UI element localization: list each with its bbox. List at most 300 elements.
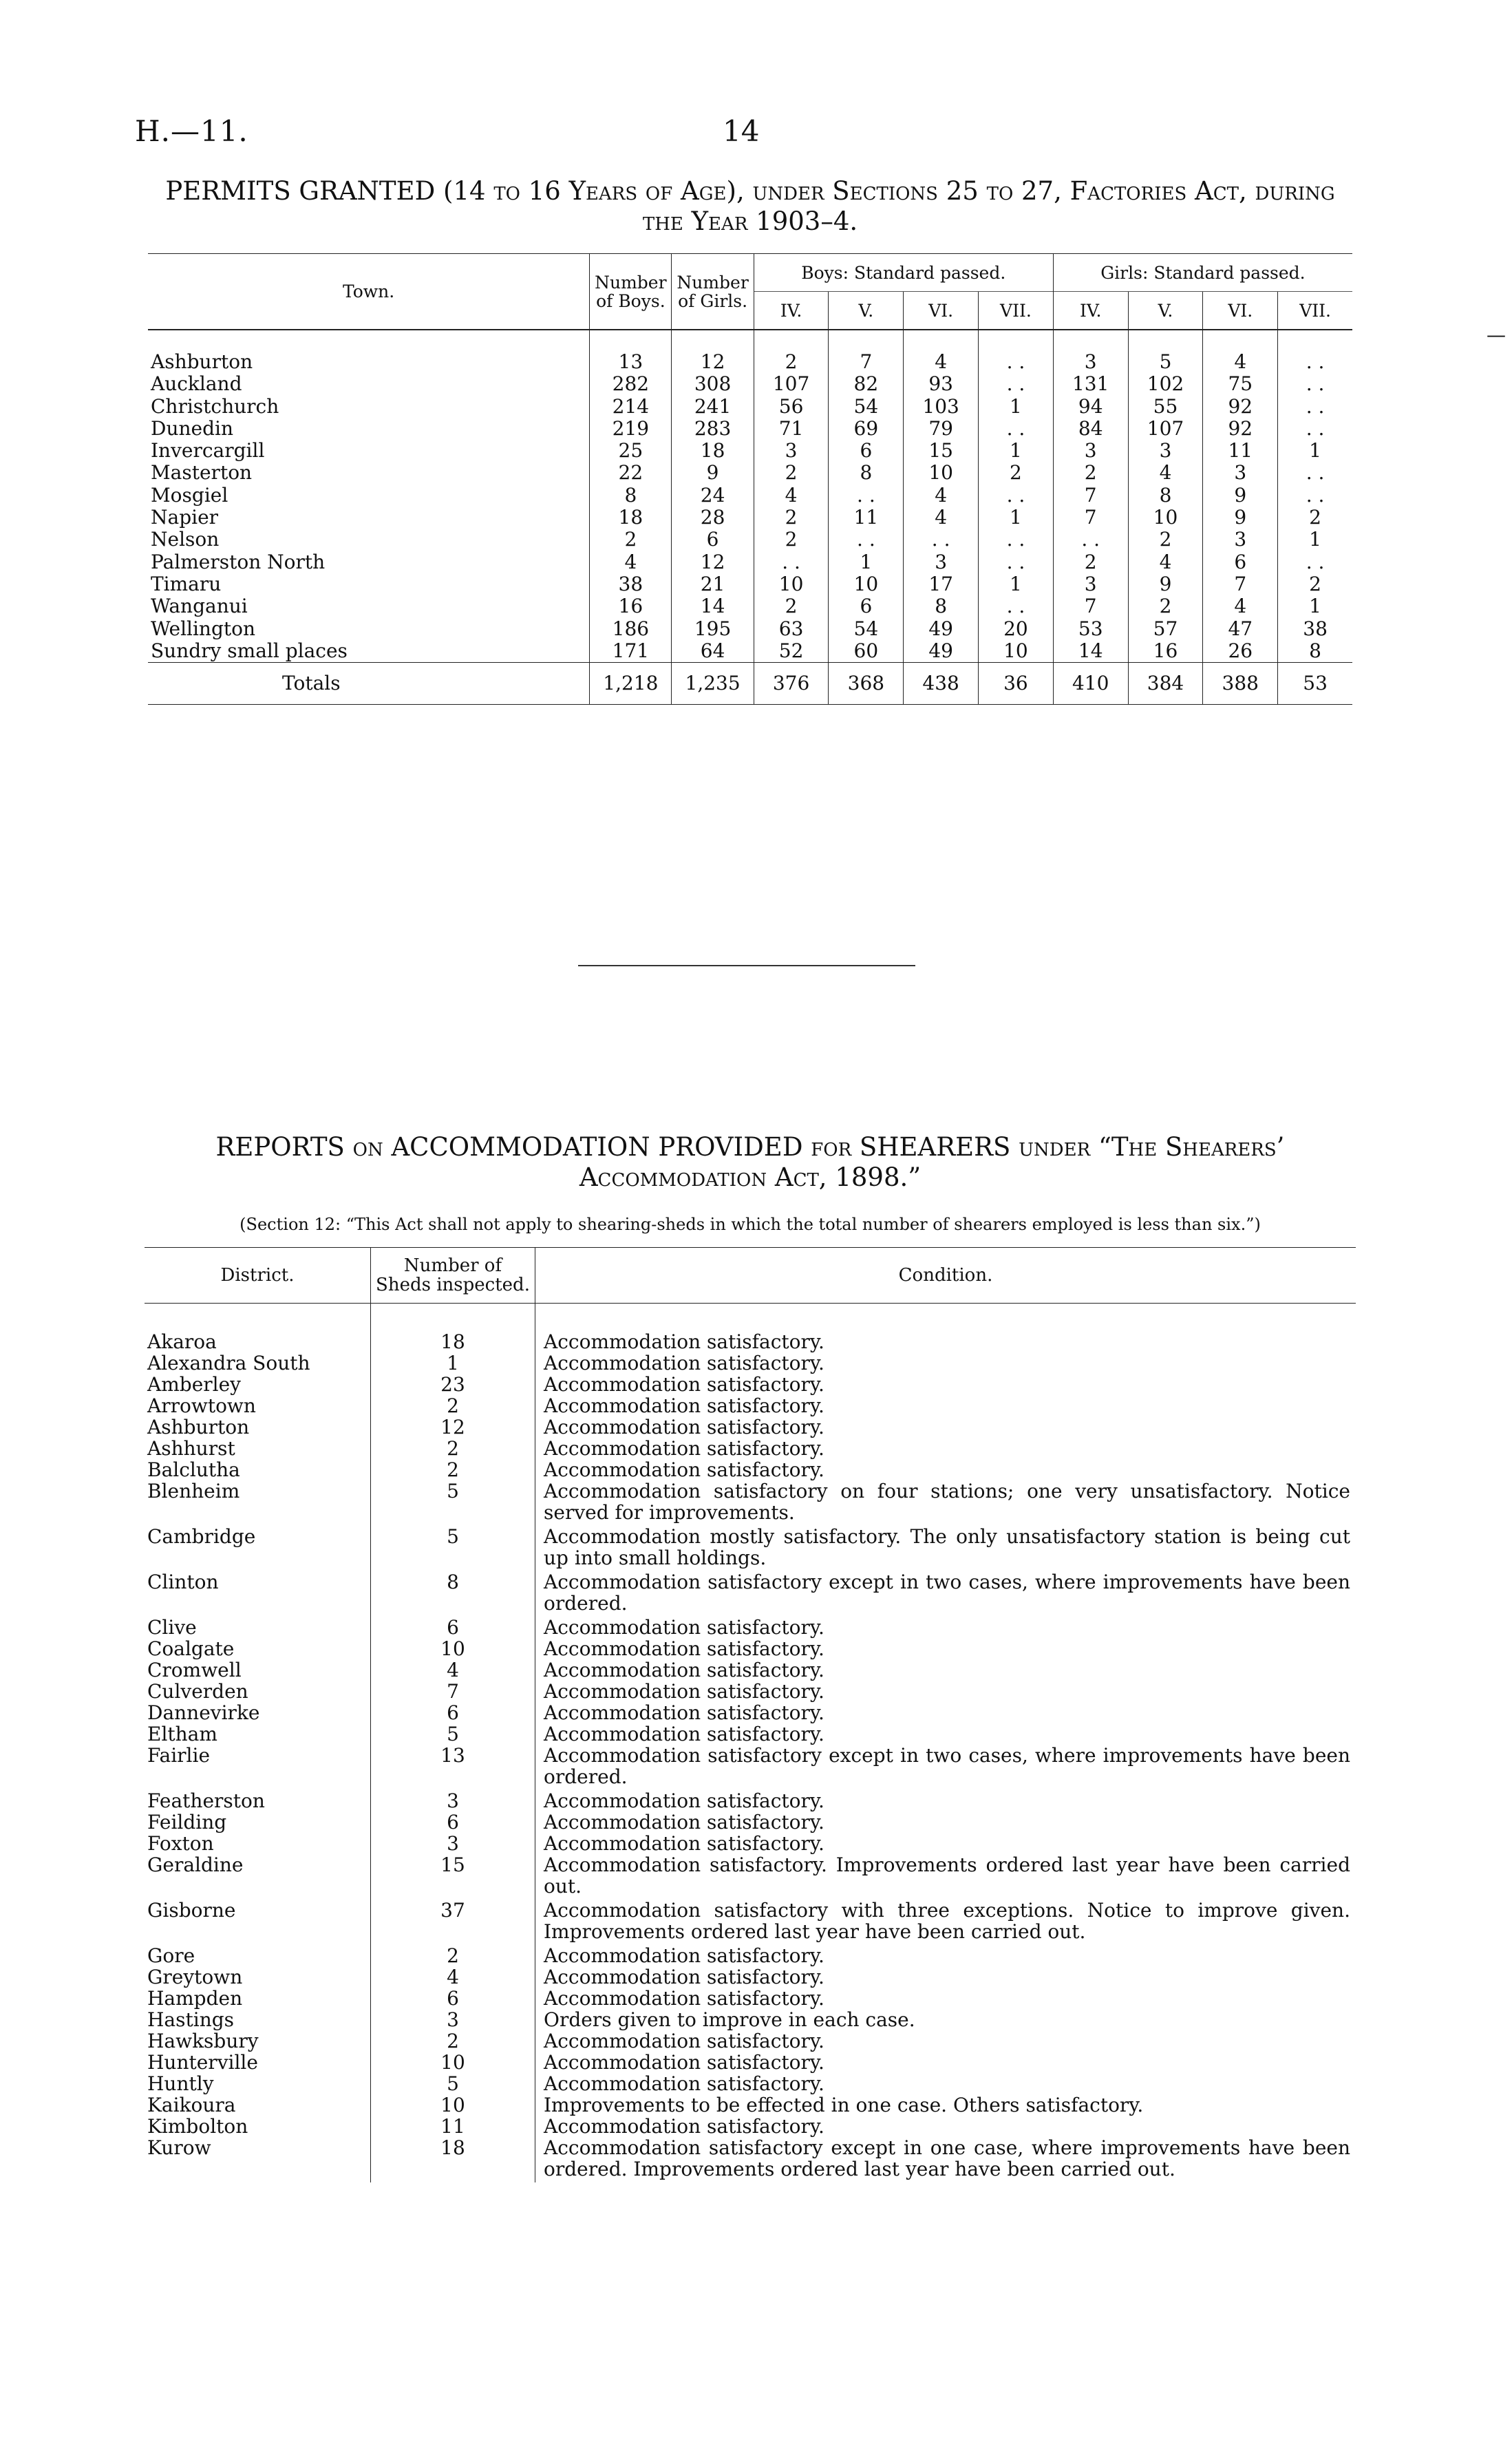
girls-count: 241: [672, 396, 754, 418]
girls-standard-count: 84: [1053, 418, 1128, 440]
sheds-count: 18: [371, 1304, 535, 1353]
boys-standard-count: 52: [754, 640, 829, 663]
boys-standard-count: 1: [979, 396, 1054, 418]
table-row: [148, 418, 1352, 440]
table-row: [145, 1416, 1356, 1438]
table-row: [145, 1480, 1356, 1526]
condition-text: Accommodation satisfactory.: [544, 1811, 824, 1834]
boys-standard-count: 1: [979, 573, 1054, 595]
district-name: Amberley: [147, 1373, 241, 1396]
condition-text: Accommodation satisfactory.: [544, 1832, 824, 1855]
condition-text: Accommodation satisfactory.: [544, 1966, 824, 1988]
col-boys-standard: Boys: Standard passed.: [754, 254, 1053, 292]
table-row: [145, 1681, 1356, 1702]
sheds-count: 3: [371, 2009, 535, 2030]
shearers-title: REPORTS on ACCOMMODATION PROVIDED for SHEARERS under “The Shearers’ Accommodation Act, 1898.”: [215, 1132, 1285, 1192]
boys-count: 4: [590, 551, 672, 573]
sheds-count: 2: [371, 1395, 535, 1416]
condition-text: Accommodation satisfactory.: [544, 1723, 824, 1745]
condition-text: Accommodation satisfactory.: [544, 1789, 824, 1812]
town: Dunedin: [151, 416, 233, 440]
boys-count: 2: [590, 529, 672, 551]
girls-count: 1,235: [672, 663, 754, 705]
table-row: [148, 330, 1352, 373]
col-standard: V.: [829, 292, 904, 330]
town: Nelson: [151, 528, 220, 551]
sheds-count: 7: [371, 1681, 535, 1702]
boys-standard-count: 10: [829, 573, 904, 595]
table-row: [145, 1374, 1356, 1395]
margin-mark: —: [1487, 323, 1506, 346]
girls-standard-count: 4: [1128, 551, 1203, 573]
town: Christchurch: [151, 394, 279, 418]
girls-count: 12: [672, 330, 754, 373]
boys-standard-count: . .: [979, 485, 1054, 507]
boys-standard-count: 79: [904, 418, 979, 440]
girls-standard-count: 1: [1278, 595, 1352, 617]
col-standard: VI.: [904, 292, 979, 330]
girls-count: 9: [672, 462, 754, 484]
girls-count: 24: [672, 485, 754, 507]
girls-standard-count: 38: [1278, 618, 1352, 640]
girls-standard-count: . .: [1053, 529, 1128, 551]
sheds-count: 10: [371, 1638, 535, 1659]
girls-standard-count: 5: [1128, 330, 1203, 373]
condition-text: Accommodation mostly satisfactory. The only unsatisfactory station is being cut up into small holdings.: [544, 1525, 1350, 1569]
boys-standard-count: . .: [979, 418, 1054, 440]
girls-standard-count: . .: [1278, 418, 1352, 440]
town: Wanganui: [151, 595, 248, 618]
sheds-count: 4: [371, 1966, 535, 1988]
boys-standard-count: 82: [829, 373, 904, 395]
table-row: [145, 1723, 1356, 1745]
girls-standard-count: 2: [1278, 573, 1352, 595]
girls-standard-count: 8: [1128, 485, 1203, 507]
district-name: Ashhurst: [147, 1437, 235, 1460]
sheds-count: 2: [371, 2030, 535, 2052]
table-row: [145, 1638, 1356, 1659]
col-standard: VII.: [1278, 292, 1352, 330]
girls-standard-count: 47: [1203, 618, 1278, 640]
girls-standard-count: 7: [1053, 507, 1128, 529]
condition-text: Accommodation satisfactory. Improvements ordered last year have been carried out.: [544, 1853, 1350, 1898]
sheds-count: 15: [371, 1854, 535, 1900]
table-row: [145, 2009, 1356, 2030]
district-name: Cromwell: [147, 1659, 242, 1681]
table-row: [145, 1659, 1356, 1681]
table-row: [145, 2116, 1356, 2137]
girls-standard-count: 1: [1278, 529, 1352, 551]
town: Sundry small places: [151, 639, 348, 662]
col-standard: IV.: [754, 292, 829, 330]
town: Ashburton: [151, 350, 253, 373]
sheds-count: 2: [371, 1945, 535, 1966]
col-standard: VII.: [979, 292, 1054, 330]
girls-standard-count: 8: [1278, 640, 1352, 663]
table-row: [145, 2094, 1356, 2116]
town: Wellington: [151, 617, 256, 640]
girls-count: 28: [672, 507, 754, 529]
district-name: Kaikoura: [147, 2094, 236, 2116]
district-name: Clinton: [147, 1571, 219, 1593]
district-name: Balclutha: [147, 1458, 240, 1481]
sheds-count: 5: [371, 1723, 535, 1745]
boys-count: 38: [590, 573, 672, 595]
girls-standard-count: 3: [1203, 462, 1278, 484]
boys-standard-count: 60: [829, 640, 904, 663]
district-name: Clive: [147, 1616, 197, 1639]
condition-text: Accommodation satisfactory.: [544, 1416, 824, 1438]
table-row: [148, 507, 1352, 529]
boys-standard-count: 11: [829, 507, 904, 529]
girls-standard-count: 6: [1203, 551, 1278, 573]
col-standard: V.: [1128, 292, 1203, 330]
table-row: [145, 2073, 1356, 2094]
girls-standard-count: 2: [1053, 551, 1128, 573]
sheds-count: 6: [371, 1702, 535, 1723]
boys-standard-count: 6: [829, 440, 904, 462]
boys-standard-count: 63: [754, 618, 829, 640]
condition-text: Accommodation satisfactory.: [544, 1680, 824, 1703]
table-row: [145, 1459, 1356, 1480]
condition-text: Accommodation satisfactory.: [544, 1330, 824, 1353]
sheds-count: 18: [371, 2137, 535, 2182]
girls-standard-count: 107: [1128, 418, 1203, 440]
girls-standard-count: 2: [1053, 462, 1128, 484]
boys-count: 25: [590, 440, 672, 462]
table-row: [145, 1945, 1356, 1966]
table-row: [148, 573, 1352, 595]
condition-text: Improvements to be effected in one case. Others satisfactory.: [544, 2094, 1144, 2116]
sheds-count: 10: [371, 2094, 535, 2116]
town: Timaru: [151, 572, 222, 595]
section-divider: [578, 965, 915, 966]
boys-standard-count: 1: [829, 551, 904, 573]
table-row: [145, 1833, 1356, 1854]
boys-standard-count: 1: [979, 440, 1054, 462]
boys-count: 1,218: [590, 663, 672, 705]
boys-standard-count: 10: [754, 573, 829, 595]
col-sheds: Number of Sheds inspected.: [371, 1248, 535, 1304]
sheds-count: 1: [371, 1352, 535, 1374]
girls-standard-count: 102: [1128, 373, 1203, 395]
sheds-count: 5: [371, 1526, 535, 1571]
table-row: [148, 485, 1352, 507]
district-name: Greytown: [147, 1966, 243, 1988]
boys-standard-count: 7: [829, 330, 904, 373]
boys-standard-count: . .: [829, 485, 904, 507]
condition-text: Accommodation satisfactory except in two cases, where improvements have been ordered.: [544, 1744, 1350, 1788]
girls-standard-count: . .: [1278, 485, 1352, 507]
girls-standard-count: 57: [1128, 618, 1203, 640]
boys-count: 186: [590, 618, 672, 640]
boys-standard-count: 8: [829, 462, 904, 484]
condition-text: Accommodation satisfactory.: [544, 1394, 824, 1417]
boys-standard-count: 4: [904, 507, 979, 529]
district-name: Gore: [147, 1944, 195, 1967]
condition-text: Accommodation satisfactory.: [544, 1373, 824, 1396]
district-name: Featherston: [147, 1789, 265, 1812]
boys-standard-count: 103: [904, 396, 979, 418]
document-reference: H.—11.: [135, 114, 248, 148]
girls-standard-count: 384: [1128, 663, 1203, 705]
boys-standard-count: 368: [829, 663, 904, 705]
boys-standard-count: . .: [829, 529, 904, 551]
table-row: [145, 1438, 1356, 1459]
girls-standard-count: 53: [1278, 663, 1352, 705]
boys-count: 22: [590, 462, 672, 484]
district-name: Gisborne: [147, 1899, 236, 1922]
col-district: District.: [145, 1248, 371, 1304]
condition-text: Orders given to improve in each case.: [544, 2008, 915, 2031]
girls-standard-count: 9: [1128, 573, 1203, 595]
boys-standard-count: 49: [904, 618, 979, 640]
table-row: [145, 1966, 1356, 1988]
sheds-count: 3: [371, 1790, 535, 1811]
condition-text: Accommodation satisfactory.: [544, 1987, 824, 2010]
girls-standard-count: 2: [1278, 507, 1352, 529]
condition-text: Accommodation satisfactory on four stations; one very unsatisfactory. Notice served for improvements.: [544, 1480, 1350, 1524]
girls-standard-count: 75: [1203, 373, 1278, 395]
boys-standard-count: 4: [754, 485, 829, 507]
girls-count: 6: [672, 529, 754, 551]
boys-standard-count: 107: [754, 373, 829, 395]
sheds-count: 23: [371, 1374, 535, 1395]
district-name: Dannevirke: [147, 1701, 260, 1724]
condition-text: Accommodation satisfactory except in one case, where improvements have been ordered. Improvements ordered last year have been carried out.: [544, 2136, 1350, 2180]
district-name: Hawksbury: [147, 2030, 259, 2052]
sheds-count: 6: [371, 1988, 535, 2009]
condition-text: Accommodation satisfactory.: [544, 1659, 824, 1681]
table-row: [145, 1526, 1356, 1571]
district-name: Akaroa: [147, 1330, 217, 1353]
sheds-count: 10: [371, 2052, 535, 2073]
condition-text: Accommodation satisfactory.: [544, 1352, 824, 1374]
table-row: [148, 640, 1352, 663]
condition-text: Accommodation satisfactory.: [544, 2072, 824, 2095]
col-town: Town.: [148, 254, 590, 330]
girls-standard-count: 14: [1053, 640, 1128, 663]
district-name: Feilding: [147, 1811, 227, 1834]
boys-count: 13: [590, 330, 672, 373]
sheds-count: 2: [371, 1459, 535, 1480]
table-row: [145, 1988, 1356, 2009]
town: Napier: [151, 506, 219, 529]
district-name: Eltham: [147, 1723, 217, 1745]
table-row: [145, 1395, 1356, 1416]
boys-standard-count: . .: [979, 551, 1054, 573]
boys-standard-count: 20: [979, 618, 1054, 640]
girls-standard-count: 16: [1128, 640, 1203, 663]
table-row: [145, 1811, 1356, 1833]
boys-standard-count: 2: [754, 529, 829, 551]
district-name: Alexandra South: [147, 1352, 310, 1374]
table-row: [148, 396, 1352, 418]
condition-text: Accommodation satisfactory.: [544, 1637, 824, 1660]
boys-count: 171: [590, 640, 672, 663]
shearers-note: (Section 12: “This Act shall not apply to shearing-sheds in which the total number of shearers employed is less than six.”): [239, 1215, 1261, 1234]
sheds-count: 3: [371, 1833, 535, 1854]
sheds-count: 12: [371, 1416, 535, 1438]
sheds-count: 4: [371, 1659, 535, 1681]
boys-standard-count: . .: [904, 529, 979, 551]
girls-standard-count: 9: [1203, 485, 1278, 507]
condition-text: Accommodation satisfactory with three exceptions. Notice to improve given. Improvements ordered last year have been carried out.: [544, 1899, 1350, 1943]
girls-count: 12: [672, 551, 754, 573]
boys-standard-count: 8: [904, 595, 979, 617]
table-row: [148, 373, 1352, 395]
table-row: [148, 529, 1352, 551]
sheds-count: 2: [371, 1438, 535, 1459]
girls-standard-count: 4: [1203, 330, 1278, 373]
town: Palmerston North: [151, 550, 326, 573]
table-row: [148, 462, 1352, 484]
girls-standard-count: 2: [1128, 529, 1203, 551]
girls-standard-count: 53: [1053, 618, 1128, 640]
girls-standard-count: 1: [1278, 440, 1352, 462]
condition-text: Accommodation satisfactory.: [544, 2051, 824, 2074]
sheds-count: 6: [371, 1617, 535, 1638]
girls-standard-count: 55: [1128, 396, 1203, 418]
table-row: [148, 440, 1352, 462]
boys-count: 214: [590, 396, 672, 418]
boys-count: 8: [590, 485, 672, 507]
boys-standard-count: 36: [979, 663, 1054, 705]
girls-standard-count: . .: [1278, 373, 1352, 395]
boys-standard-count: . .: [979, 330, 1054, 373]
girls-standard-count: 410: [1053, 663, 1128, 705]
sheds-count: 6: [371, 1811, 535, 1833]
boys-standard-count: 15: [904, 440, 979, 462]
totals-row: [148, 663, 1352, 705]
table-row: [145, 1854, 1356, 1900]
district-name: Coalgate: [147, 1637, 235, 1660]
table-row: [145, 1571, 1356, 1617]
boys-standard-count: 17: [904, 573, 979, 595]
district-name: Fairlie: [147, 1744, 211, 1767]
boys-standard-count: 4: [904, 485, 979, 507]
boys-standard-count: 2: [979, 462, 1054, 484]
boys-count: 18: [590, 507, 672, 529]
girls-standard-count: 3: [1128, 440, 1203, 462]
boys-standard-count: 2: [754, 462, 829, 484]
sheds-count: 11: [371, 2116, 535, 2137]
boys-standard-count: 56: [754, 396, 829, 418]
boys-count: 16: [590, 595, 672, 617]
table-row: [148, 618, 1352, 640]
district-name: Culverden: [147, 1680, 248, 1703]
district-name: Hunterville: [147, 2051, 258, 2074]
girls-standard-count: 131: [1053, 373, 1128, 395]
boys-standard-count: 10: [904, 462, 979, 484]
district-name: Ashburton: [147, 1416, 250, 1438]
girls-standard-count: . .: [1278, 551, 1352, 573]
girls-standard-count: 3: [1203, 529, 1278, 551]
table-row: [145, 1790, 1356, 1811]
boys-standard-count: 3: [754, 440, 829, 462]
town: Mosgiel: [151, 483, 228, 507]
district-name: Arrowtown: [147, 1394, 256, 1417]
sheds-count: 8: [371, 1571, 535, 1617]
boys-standard-count: 69: [829, 418, 904, 440]
boys-standard-count: 93: [904, 373, 979, 395]
table-row: [145, 2052, 1356, 2073]
boys-standard-count: 54: [829, 396, 904, 418]
girls-count: 14: [672, 595, 754, 617]
boys-standard-count: . .: [979, 529, 1054, 551]
girls-count: 195: [672, 618, 754, 640]
permits-title: PERMITS GRANTED (14 to 16 Years of Age), under Sections 25 to 27, Factories Act, during the Year 1903–4.: [165, 176, 1335, 236]
district-name: Blenheim: [147, 1480, 240, 1502]
col-girls: Number of Girls.: [672, 254, 754, 330]
col-condition: Condition.: [535, 1248, 1356, 1304]
town: Invercargill: [151, 439, 265, 463]
table-row: [145, 2030, 1356, 2052]
boys-standard-count: 438: [904, 663, 979, 705]
district-name: Hastings: [147, 2008, 235, 2031]
girls-standard-count: . .: [1278, 462, 1352, 484]
girls-standard-count: 92: [1203, 396, 1278, 418]
girls-standard-count: 11: [1203, 440, 1278, 462]
boys-standard-count: 2: [754, 330, 829, 373]
boys-standard-count: 1: [979, 507, 1054, 529]
district-name: Kurow: [147, 2136, 211, 2159]
table-row: [145, 1617, 1356, 1638]
page-number: 14: [723, 114, 760, 148]
boys-standard-count: 4: [904, 330, 979, 373]
condition-text: Accommodation satisfactory.: [544, 1701, 824, 1724]
district-name: Cambridge: [147, 1525, 256, 1548]
girls-standard-count: . .: [1278, 396, 1352, 418]
boys-standard-count: . .: [754, 551, 829, 573]
col-girls-standard: Girls: Standard passed.: [1053, 254, 1352, 292]
girls-standard-count: 3: [1053, 573, 1128, 595]
table-row: [145, 1745, 1356, 1790]
table-row: [145, 1304, 1356, 1353]
boys-standard-count: . .: [979, 595, 1054, 617]
condition-text: Accommodation satisfactory.: [544, 2030, 824, 2052]
district-name: Hampden: [147, 1987, 243, 2010]
boys-standard-count: . .: [979, 373, 1054, 395]
condition-text: Accommodation satisfactory.: [544, 1616, 824, 1639]
boys-standard-count: 54: [829, 618, 904, 640]
sheds-count: 37: [371, 1900, 535, 1945]
girls-count: 308: [672, 373, 754, 395]
condition-text: Accommodation satisfactory except in two cases, where improvements have been ordered.: [544, 1571, 1350, 1615]
table-row: [148, 551, 1352, 573]
boys-standard-count: 3: [904, 551, 979, 573]
district-name: Kimbolton: [147, 2115, 248, 2138]
sheds-count: 5: [371, 1480, 535, 1526]
table-row: [145, 1702, 1356, 1723]
girls-standard-count: 7: [1053, 595, 1128, 617]
table-row: [145, 1900, 1356, 1945]
sheds-count: 13: [371, 1745, 535, 1790]
girls-count: 283: [672, 418, 754, 440]
girls-standard-count: 7: [1053, 485, 1128, 507]
town: Masterton: [151, 461, 253, 485]
girls-standard-count: 7: [1203, 573, 1278, 595]
boys-count: 219: [590, 418, 672, 440]
district-name: Foxton: [147, 1832, 214, 1855]
table-row: [145, 1352, 1356, 1374]
girls-standard-count: 3: [1053, 440, 1128, 462]
condition-text: Accommodation satisfactory.: [544, 2115, 824, 2138]
boys-standard-count: 71: [754, 418, 829, 440]
condition-text: Accommodation satisfactory.: [544, 1437, 824, 1460]
sheds-count: 5: [371, 2073, 535, 2094]
town: Auckland: [151, 372, 242, 396]
